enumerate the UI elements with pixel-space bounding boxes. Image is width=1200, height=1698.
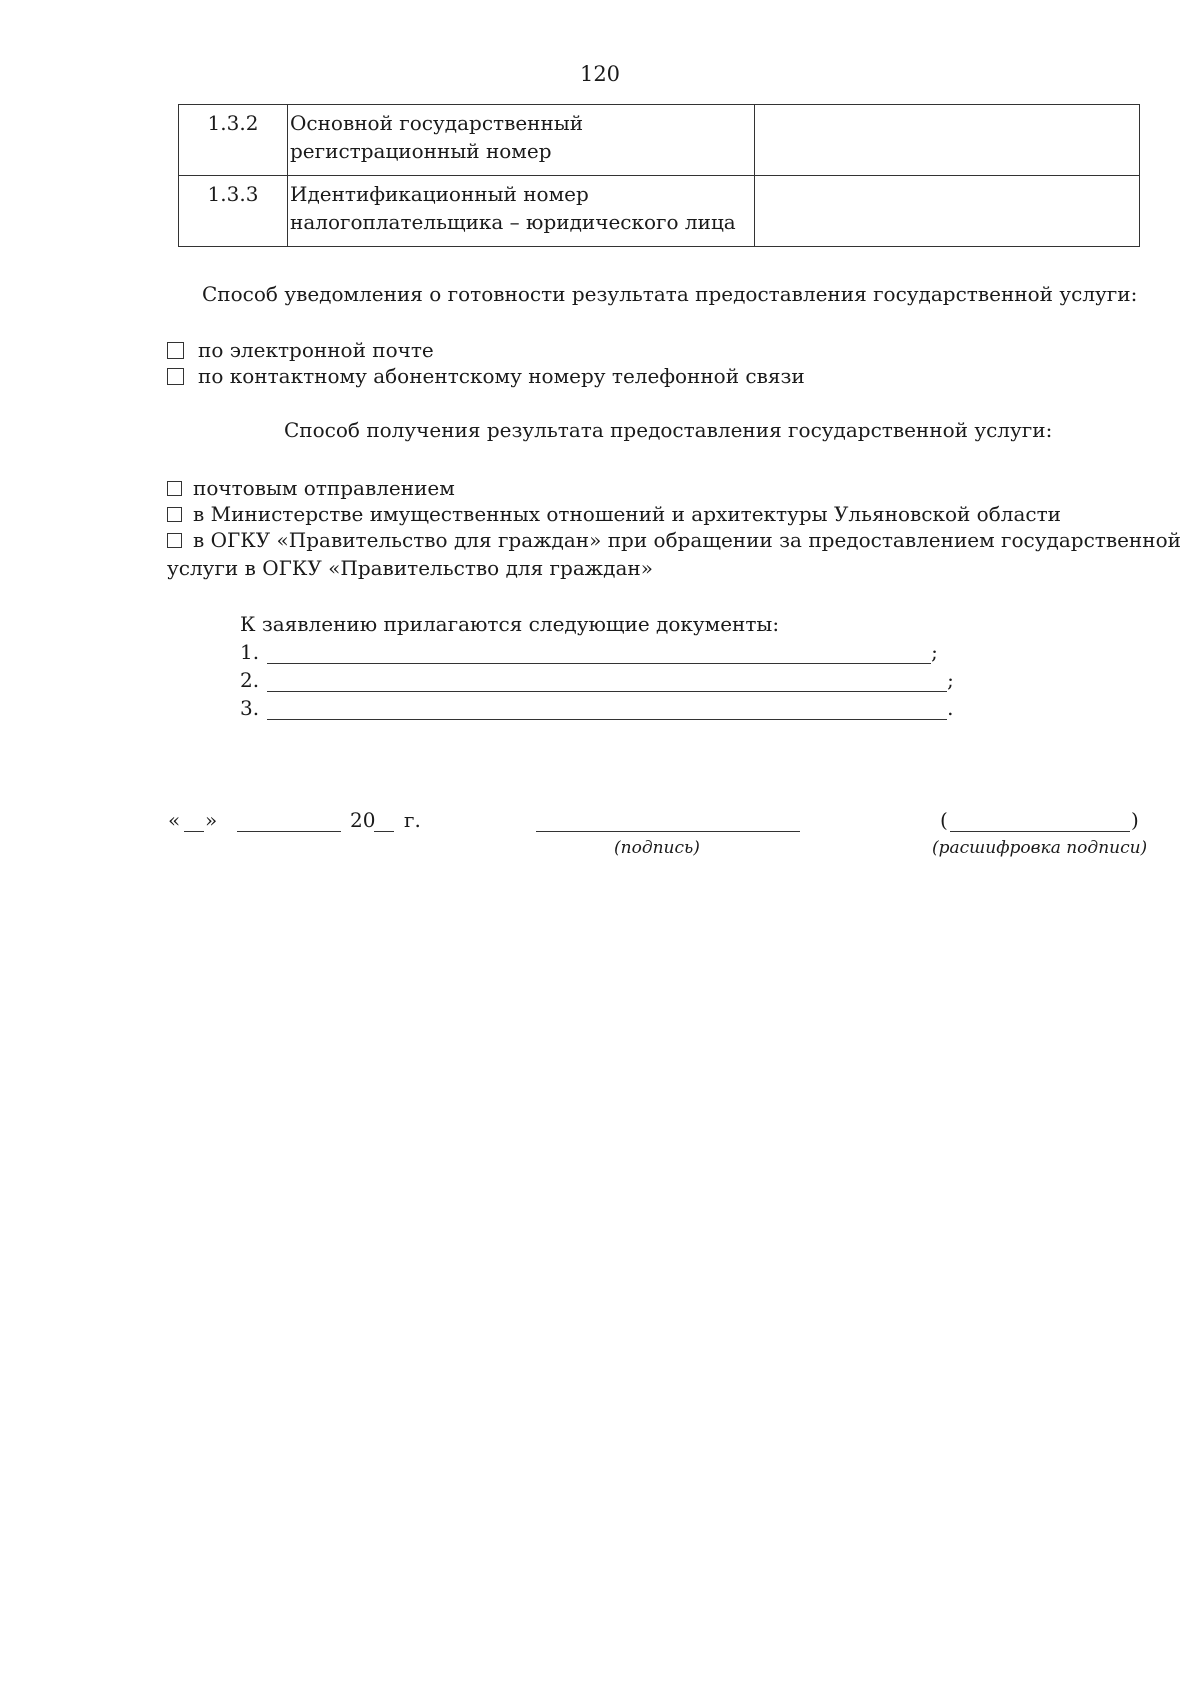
month-blank[interactable] (237, 830, 341, 832)
checkbox-icon[interactable] (167, 507, 182, 522)
delivery-option-ogku[interactable] (167, 528, 1181, 552)
decode-paren-open: ( (940, 808, 948, 832)
attachments-heading: К заявлению прилагаются следующие документы: (240, 612, 780, 636)
decode-blank[interactable] (950, 830, 1130, 832)
checkbox-icon[interactable] (167, 342, 184, 359)
row-label (288, 176, 755, 247)
page-number: 120 (579, 62, 621, 86)
notification-heading: Способ уведомления о готовности результата предоставления государственной услуги: (202, 282, 1138, 306)
row-number: 1.3.3 (179, 176, 288, 247)
option-label: по контактному абонентскому номеру телефонной связи (198, 364, 805, 388)
attachment-end: ; (931, 640, 938, 664)
attachment-blank[interactable] (267, 671, 947, 692)
table-row (179, 176, 1140, 247)
checkbox-icon[interactable] (167, 533, 182, 548)
attachment-blank[interactable] (267, 699, 947, 720)
attachment-number: 2. (240, 668, 260, 692)
option-label: в ОГКУ «Правительство для граждан» при обращении за предоставлением государственной (193, 528, 1181, 552)
decode-paren-close: ) (1131, 808, 1139, 832)
delivery-option-ministry[interactable] (167, 502, 1061, 526)
option-label: почтовым отправлением (193, 476, 455, 500)
decode-caption: (расшифровка подписи) (932, 838, 1148, 858)
notification-option-phone[interactable] (167, 364, 805, 388)
year-prefix: 20 (350, 808, 376, 832)
attachment-line[interactable] (240, 696, 953, 720)
row-value-cell[interactable] (755, 176, 1140, 247)
date-close-quote: » (205, 808, 218, 832)
attachment-line[interactable] (240, 640, 938, 664)
option-label: в Министерстве имущественных отношений и архитектуры Ульяновской области (193, 502, 1061, 526)
registration-table (178, 104, 1140, 247)
checkbox-icon[interactable] (167, 481, 182, 496)
attachment-end: . (947, 696, 954, 720)
day-blank[interactable] (184, 830, 204, 832)
date-open-quote: « (168, 808, 181, 832)
row-number: 1.3.2 (179, 105, 288, 176)
row-label-line: налогоплательщика – юридического лица (290, 210, 736, 234)
signature-caption: (подпись) (614, 838, 700, 858)
attachment-end: ; (947, 668, 954, 692)
attachment-line[interactable] (240, 668, 954, 692)
signature-blank[interactable] (536, 830, 800, 832)
checkbox-icon[interactable] (167, 368, 184, 385)
delivery-option-post[interactable] (167, 476, 455, 500)
delivery-heading: Способ получения результата предоставления государственной услуги: (284, 418, 1053, 442)
attachment-number: 3. (240, 696, 260, 720)
attachment-blank[interactable] (267, 643, 931, 664)
row-label-line: Идентификационный номер (290, 182, 589, 206)
year-suffix: г. (404, 808, 421, 832)
table-row (179, 105, 1140, 176)
attachment-number: 1. (240, 640, 260, 664)
row-label-line: регистрационный номер (290, 139, 552, 163)
delivery-option-ogku-continuation: услуги в ОГКУ «Правительство для граждан» (167, 556, 653, 580)
row-label (288, 105, 755, 176)
row-value-cell[interactable] (755, 105, 1140, 176)
notification-option-email[interactable] (167, 338, 434, 362)
option-label: по электронной почте (198, 338, 434, 362)
year-blank[interactable] (374, 830, 394, 832)
row-label-line: Основной государственный (290, 111, 584, 135)
